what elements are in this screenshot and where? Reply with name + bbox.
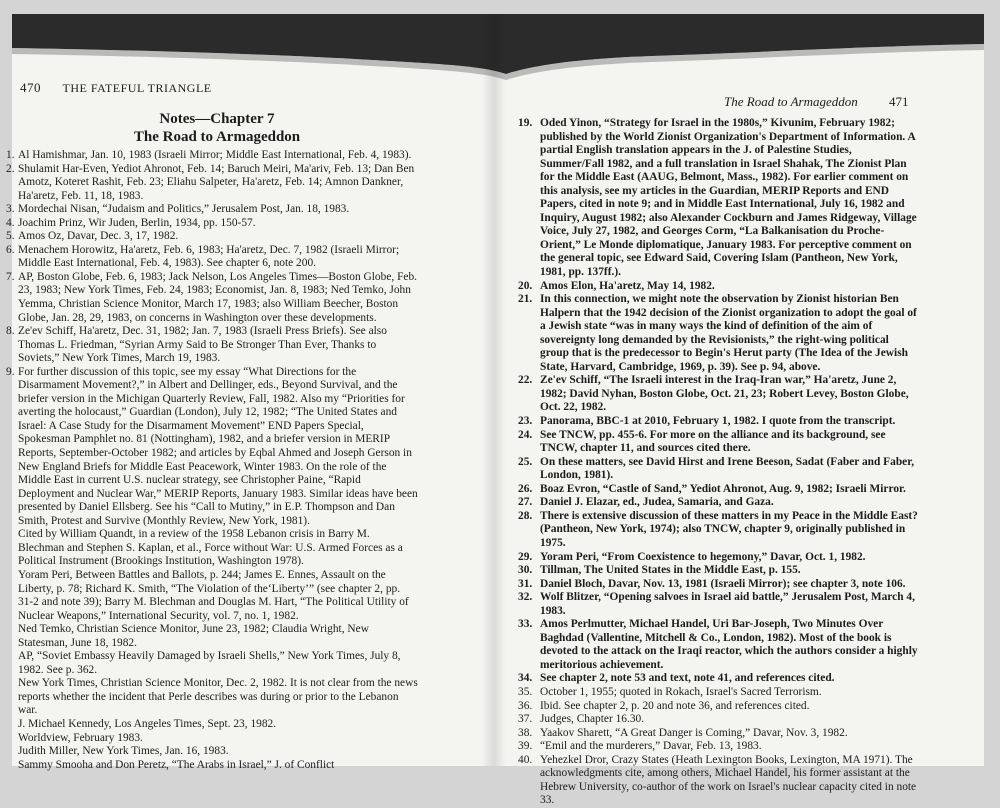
note-text: Joachim Prinz, Wir Juden, Berlin, 1934, pp. 150-57. [18, 216, 256, 229]
note-text: Yaakov Sharett, “A Great Danger is Coming,” Davar, Nov. 3, 1982. [540, 726, 848, 739]
note-number: 26. [518, 482, 533, 495]
note-item [518, 456, 918, 483]
note-item [6, 569, 418, 623]
note-item [6, 163, 418, 204]
note-text: For further discussion of this topic, see my essay “What Directions for the Disarmament Movement?,” in Albert and Dellinger, eds., Beyond Survival, and the briefer version in the Michigan Quarterly Review, Fall, 1982. Also my “Priorities for averting the holocaust,” Guardian (London), July 12, 1982; “The United States and Israel: A Case Study for the Disarmament Movement” END Papers Special, Spokesman Pamphlet no. 81 (Nottingham), 1982, and a briefer version in MERIP Reports, September-October 1982; and articles by Eqbal Ahmed and Joseph Gerson in New England Briefs for Middle East Peacework, Winter 1983. On the role of the Middle East in current U.S. nuclear strategy, see Christopher Paine, “Rapid Deployment and Nuclear War,” MERIP Reports, January 1983. Similar ideas have been presented by Daniel Ellsberg. See his “Call to Mutiny,” in E.P. Thompson and Dan Smith, Protest and Survive (Monthly Review, New York, 1981). [18, 365, 418, 527]
note-item [6, 325, 418, 366]
note-text: Amos Oz, Davar, Dec. 3, 17, 1982. [18, 230, 179, 243]
note-text: Amos Perlmutter, Michael Handel, Uri Bar-Joseph, Two Minutes Over Baghdad (Vallentine, Mitchell & Co., London, 1982). Most of the book is devoted to the attack on the Iraqi reactor, which the authors consider a highly meritorious achievement. [540, 618, 918, 671]
right-chapter-title: The Road to Armageddon [724, 94, 858, 109]
note-item [6, 217, 418, 231]
note-item [6, 366, 418, 529]
note-item [518, 672, 918, 686]
note-text: October 1, 1955; quoted in Rokach, Israel's Sacred Terrorism. [540, 685, 822, 698]
note-item [6, 271, 418, 325]
book-scan [6, 14, 984, 807]
note-text: Amos Elon, Ha'aretz, May 14, 1982. [540, 279, 715, 292]
note-number: 28. [518, 509, 533, 522]
note-item [6, 528, 418, 569]
left-page-number: 470 [20, 80, 41, 95]
book-gutter [482, 14, 506, 766]
note-number: 3. [6, 203, 15, 216]
note-item [518, 713, 918, 727]
note-item [6, 244, 418, 271]
note-text: See chapter 2, note 53 and text, note 41, and references cited. [540, 672, 835, 685]
note-item [6, 759, 418, 773]
note-item [518, 293, 918, 374]
note-number: 32. [518, 591, 533, 604]
note-number: 1. [6, 149, 15, 161]
note-item [6, 623, 418, 650]
note-item [6, 677, 418, 718]
note-text: Cited by William Quandt, in a review of the 1958 Lebanon crisis in Barry M. Blechman and Stephen S. Kaplan, et al., Force without War: U.S. Armed Forces as a Political Instrument (Brookings Institution, Washington 1978). [18, 528, 403, 568]
note-item [6, 718, 418, 732]
note-item [518, 483, 918, 497]
note-number: 40. [518, 753, 533, 766]
right-notes-list [518, 117, 918, 808]
note-text: J. Michael Kennedy, Los Angeles Times, Sept. 23, 1982. [18, 717, 277, 730]
note-text: Oded Yinon, “Strategy for Israel in the 1980s,” Kivunim, February 1982; published by the World Zionist Organization's Department of Information. A partial English translation appears in the J. of Palestine Studies, Summer/Fall 1982, and a full translation in Israel Shahak, The Zionist Plan for the Middle East (AAUG, Belmont, Mass., 1982). For earlier comment on this analysis, see my articles in the Guardian, MERIP Reports and END Papers, cited in note 9; and in Middle East International, July 16, 1982 and Inquiry, August 1982; also Alexander Cockburn and James Ridgeway, Village Voice, July 27, 1982, and Georges Corm, “La Balkanisation du Proche-Orient,” Le Monde diplomatique, January 1983. For perceptive comment on the general topic, see Edward Said, Covering Islam (Pantheon, New York, 1981, pp. 137ff.). [540, 117, 917, 279]
note-text: Mordechai Nisan, “Judaism and Politics,” Jerusalem Post, Jan. 18, 1983. [18, 203, 350, 216]
note-item [6, 149, 418, 163]
note-item [518, 700, 918, 714]
note-number: 2. [6, 162, 15, 175]
note-number: 36. [518, 699, 533, 712]
note-item [518, 686, 918, 700]
note-item [6, 230, 418, 244]
note-item [6, 732, 418, 746]
note-text: Yoram Peri, Between Battles and Ballots, p. 244; James E. Ennes, Assault on the Liberty, p. 78; Richard K. Smith, “The Violation of the‘Liberty’” (see chapter 2, pp. 31-2 and note 39); Barry M. Blechman and Douglas M. Hart, “The Political Utility of Nuclear Weapons,” International Security, vol. 7, no. 1, 1982. [18, 568, 409, 622]
note-text: There is extensive discussion of these matters in my Peace in the Middle East? (Pantheon, New York, 1974); also TNCW, chapter 9, originally published in 1975. [540, 509, 918, 549]
note-number: 20. [518, 279, 533, 292]
note-number: 35. [518, 685, 533, 698]
note-text: “Emil and the murderers,” Davar, Feb. 13, 1983. [540, 740, 762, 753]
note-item [518, 727, 918, 741]
note-text: Panorama, BBC-1 at 2010, February 1, 1982. I quote from the transcript. [540, 415, 896, 428]
note-number: 25. [518, 455, 533, 468]
note-item [518, 551, 918, 565]
note-item [518, 510, 918, 551]
note-text: Ze'ev Schiff, Ha'aretz, Dec. 31, 1982; Jan. 7, 1983 (Israeli Press Briefs). See also Thomas L. Friedman, “Syrian Army Said to Be Stronger Than Ever, Thanks to Soviets,” New York Times, March 19, 1983. [18, 325, 387, 365]
note-item [518, 429, 918, 456]
note-item [518, 496, 918, 510]
note-number: 22. [518, 374, 533, 387]
note-item [518, 740, 918, 754]
note-item [518, 564, 918, 578]
note-item [518, 618, 918, 672]
note-text: In this connection, we might note the observation by Zionist historian Ben Halpern that the 1942 decision of the Zionist organization to adopt the goal of a Jewish state “was in many ways the kind of definition of the aim of sovereignty long demanded by the Revisionists,” the right-wing political group that is the predecessor to Begin's Herut party (The Idea of the Jewish State, Harvard, Cambridge, 1969, p. 39). See p. 94, above. [540, 293, 917, 373]
note-number: 31. [518, 577, 533, 590]
note-number: 8. [6, 325, 15, 338]
note-text: Judges, Chapter 16.30. [540, 713, 645, 726]
note-text: AP, “Soviet Embassy Heavily Damaged by Israeli Shells,” New York Times, July 8, 1982. See p. 362. [18, 650, 401, 676]
note-item [518, 754, 918, 808]
right-page-number: 471 [888, 94, 909, 109]
note-number: 23. [518, 415, 533, 428]
note-text: Wolf Blitzer, “Opening salvoes in Israel aid battle,” Jerusalem Post, March 4, 1983. [540, 591, 915, 617]
note-number: 9. [6, 365, 15, 378]
note-item [518, 578, 918, 592]
note-text: On these matters, see David Hirst and Irene Beeson, Sadat (Faber and Faber, London, 1981). [540, 455, 915, 482]
left-book-title: THE FATEFUL TRIANGLE [62, 81, 212, 95]
note-item [518, 415, 918, 429]
note-number: 34. [518, 672, 533, 685]
note-text: Yoram Peri, “From Coexistence to hegemony,” Davar, Oct. 1, 1982. [540, 550, 866, 563]
right-running-head [724, 94, 908, 110]
note-item [518, 117, 918, 280]
note-text: Sammy Smooha and Don Peretz, “The Arabs in Israel,” J. of Conflict [18, 758, 335, 771]
note-text: Worldview, February 1983. [18, 731, 143, 744]
note-number: 27. [518, 496, 533, 509]
note-number: 24. [518, 428, 533, 441]
note-item [518, 591, 918, 618]
note-item [518, 374, 918, 415]
note-number: 39. [518, 740, 533, 753]
note-number: 19. [518, 117, 533, 129]
note-text: New York Times, Christian Science Monitor, Dec. 2, 1982. It is not clear from the news reports whether the incident that Perle describes was during or prior to the Lebanon war. [18, 677, 418, 717]
note-number: 7. [6, 270, 15, 283]
note-text: Ze'ev Schiff, “The Israeli interest in the Iraq-Iran war,” Ha'aretz, June 2, 1982; David Nyhan, Boston Globe, Oct. 21, 23; Robert Levey, Boston Globe, Oct. 22, 1982. [540, 374, 909, 414]
note-number: 38. [518, 726, 533, 739]
note-number: 5. [6, 230, 15, 243]
note-number: 33. [518, 618, 533, 631]
note-item [6, 203, 418, 217]
note-text: Daniel J. Elazar, ed., Judea, Samaria, and Gaza. [540, 496, 774, 509]
note-item [6, 650, 418, 677]
left-page [6, 14, 482, 771]
note-text: Daniel Bloch, Davar, Nov. 13, 1981 (Israeli Mirror); see chapter 3, note 106. [540, 577, 906, 590]
left-running-head [20, 80, 212, 96]
note-text: Shulamit Har-Even, Yediot Ahronot, Feb. 14; Baruch Meiri, Ma'ariv, Feb. 13; Dan Ben Amotz, Koteret Rashit, Feb. 23; Eliahu Salpeter, Ha'aretz, Feb. 14; Amnon Dankner, Ha'aretz, Feb. 11, 18, 1983. [18, 162, 415, 202]
note-text: Menachem Horowitz, Ha'aretz, Feb. 6, 1983; Ha'aretz, Dec. 7, 1982 (Israeli Mirror; Middle East International, Feb. 4, 1983). See chapter 6, note 200. [18, 243, 400, 270]
right-page [506, 14, 984, 807]
chapter-notes-heading: Notes—Chapter 7 [159, 111, 275, 127]
note-text: Boaz Evron, “Castle of Sand,” Yediot Ahronot, Aug. 9, 1982; Israeli Mirror. [540, 482, 906, 495]
note-text: See TNCW, pp. 455-6. For more on the alliance and its background, see TNCW, chapter 11, and sources cited there. [540, 428, 886, 455]
left-notes-list [6, 149, 418, 772]
note-number: 6. [6, 243, 15, 256]
note-number: 37. [518, 713, 533, 726]
note-number: 29. [518, 550, 533, 563]
chapter-title-heading: The Road to Armageddon [133, 129, 301, 145]
note-number: 4. [6, 216, 15, 229]
note-text: Judith Miller, New York Times, Jan. 16, 1983. [18, 745, 229, 758]
note-number: 30. [518, 564, 533, 577]
note-item [6, 745, 418, 759]
note-text: Ned Temko, Christian Science Monitor, June 23, 1982; Claudia Wright, New Statesman, June 18, 1982. [18, 623, 369, 649]
note-text: Ibid. See chapter 2, p. 20 and note 36, and references cited. [540, 699, 810, 712]
note-text: Yehezkel Dror, Crazy States (Heath Lexington Books, Lexington, MA 1971). The acknowledgments cite, among others, Michael Handel, his former assistant at the Hebrew University, co-author of the work on Israel's nuclear capacity cited in note 33. [540, 753, 917, 807]
note-number: 21. [518, 293, 533, 306]
note-item [518, 280, 918, 294]
note-text: Al Hamishmar, Jan. 10, 1983 (Israeli Mirror; Middle East International, Feb. 4, 1983). [18, 149, 412, 161]
note-text: AP, Boston Globe, Feb. 6, 1983; Jack Nelson, Los Angeles Times—Boston Globe, Feb. 23, 1983; New York Times, Feb. 24, 1983; Economist, Jan. 8, 1983; Ned Temko, John Yemma, Christian Science Monitor, March 17, 1983; also William Beecher, Boston Globe, Jan. 28, 29, 1983, on concerns in Washington over these developments. [18, 270, 417, 324]
note-text: Tillman, The United States in the Middle East, p. 155. [540, 564, 801, 577]
